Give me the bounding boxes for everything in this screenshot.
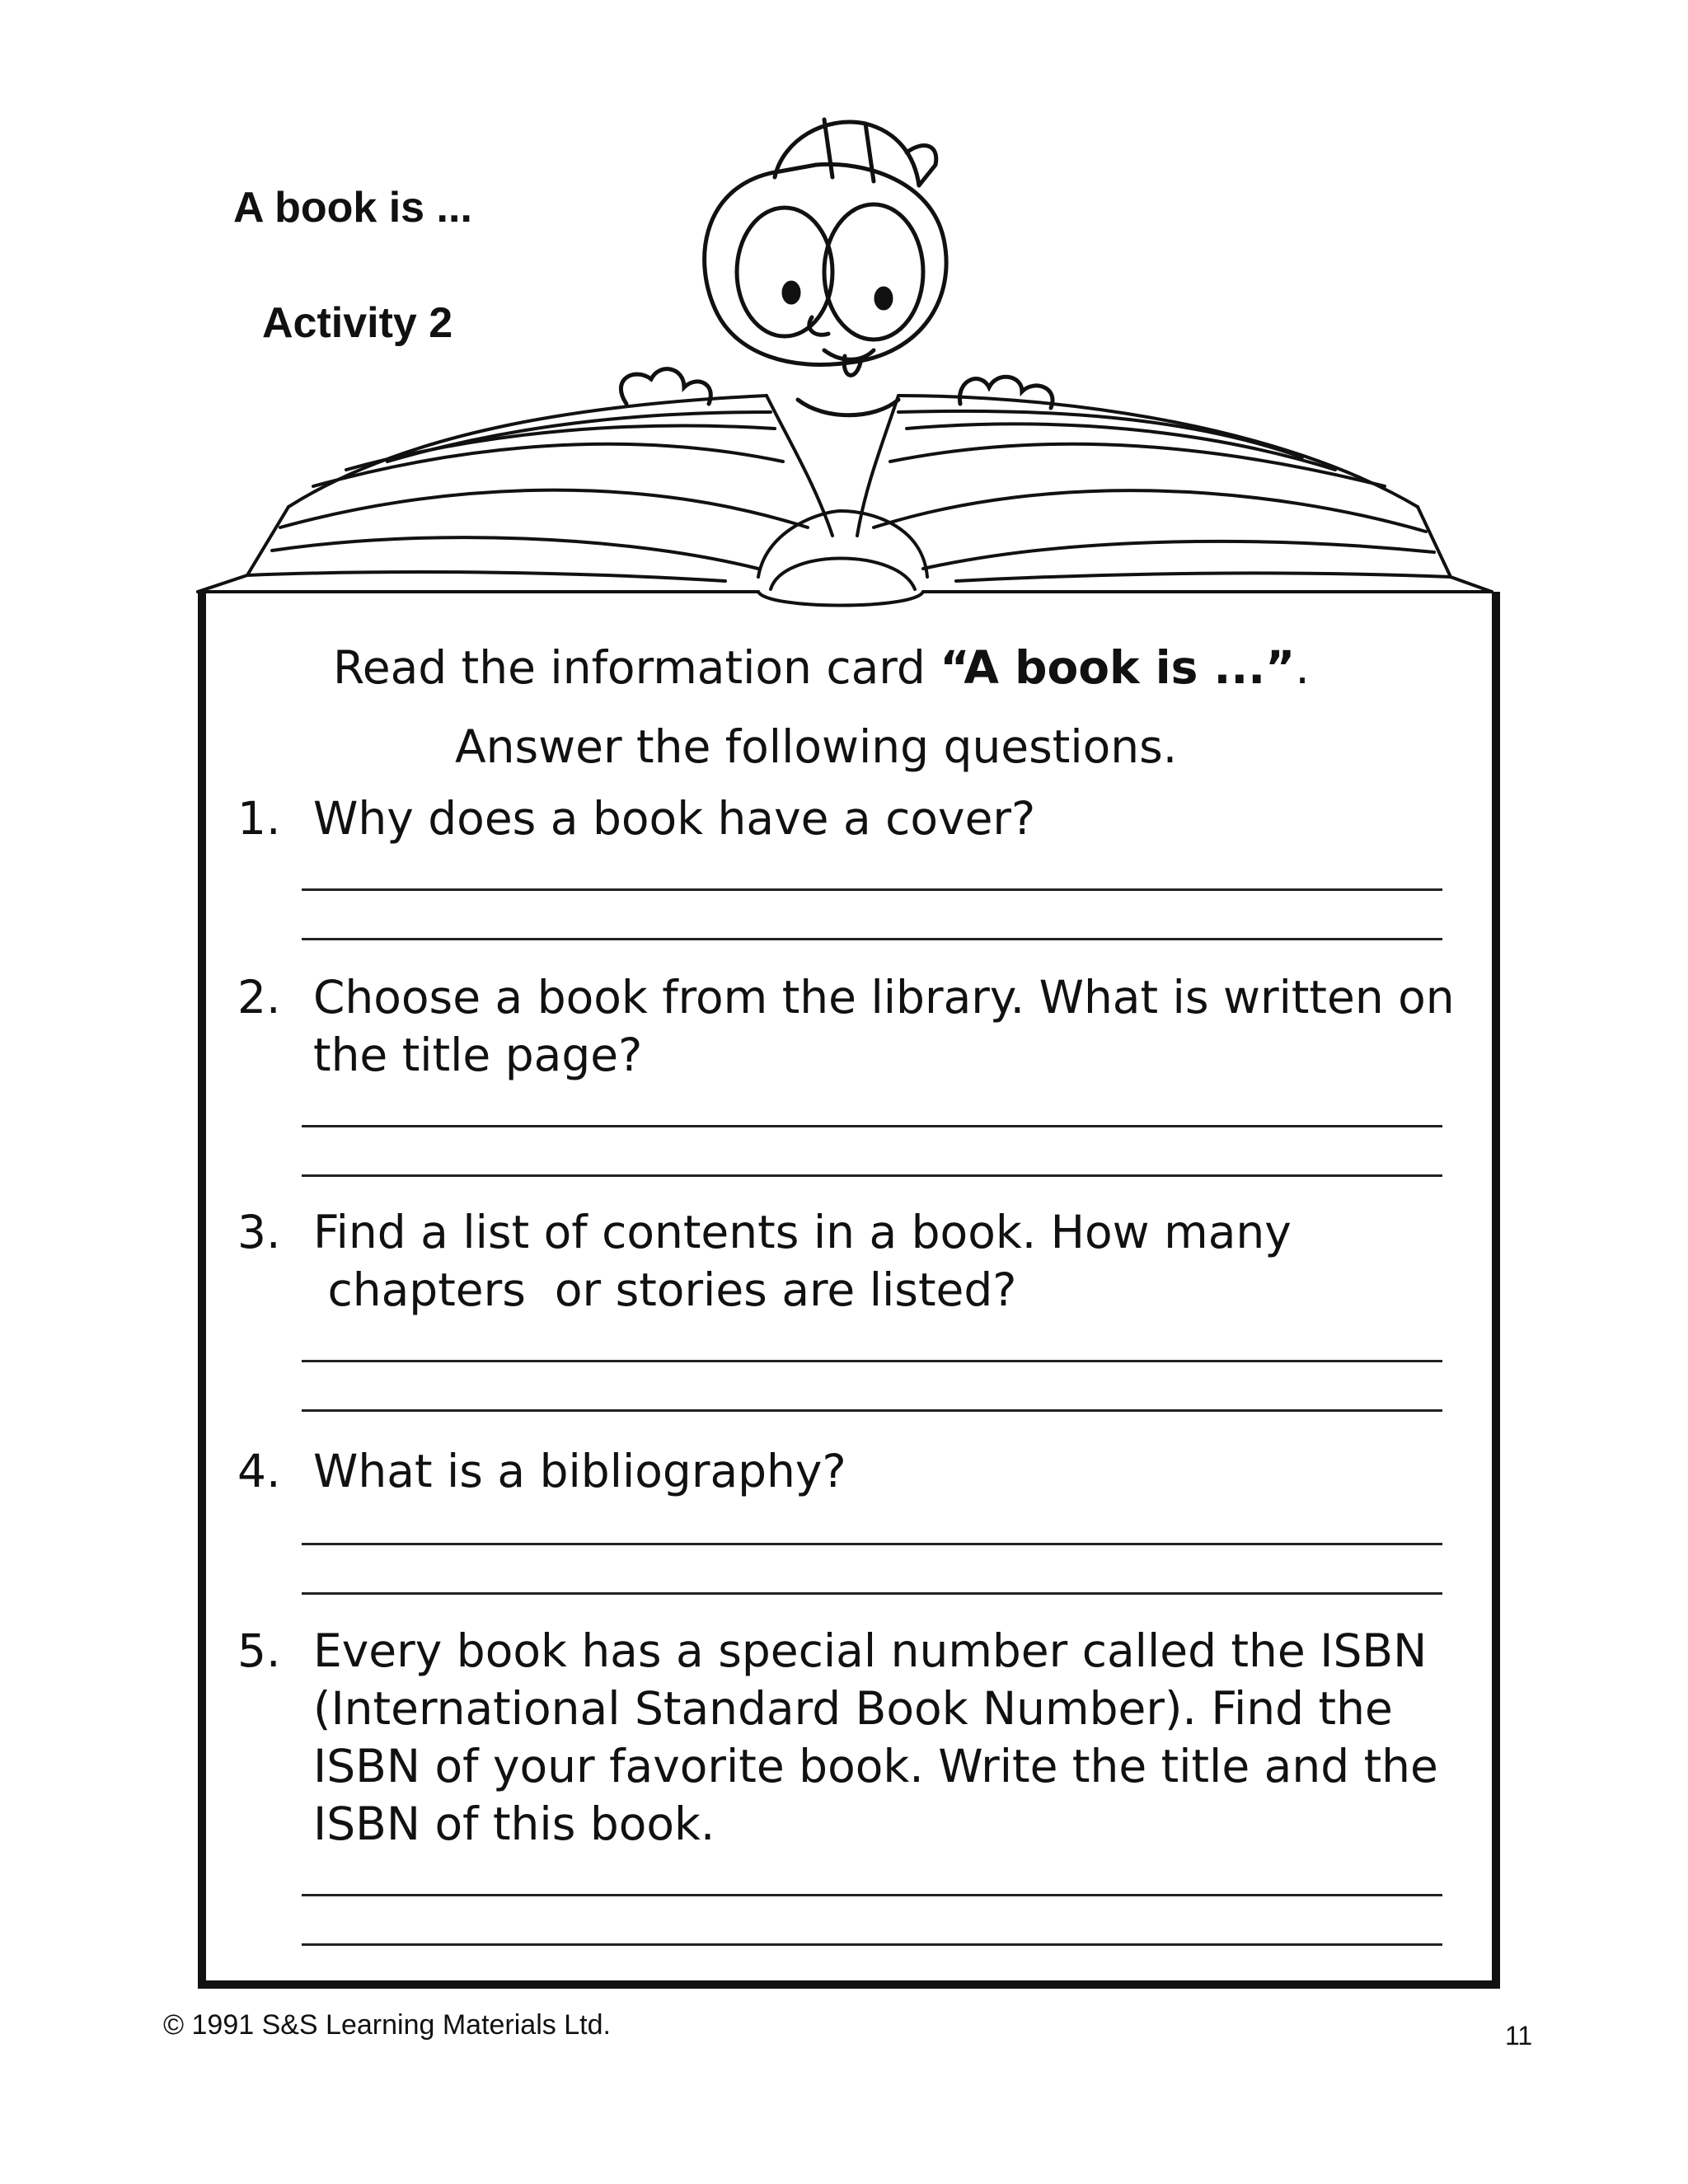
instruction-read-suffix: . — [1295, 641, 1310, 694]
answer-line[interactable] — [302, 1409, 1442, 1412]
copyright-notice: © 1991 S&S Learning Materials Ltd. — [163, 2009, 611, 2041]
answer-line[interactable] — [302, 888, 1442, 891]
activity-label: Activity 2 — [262, 299, 453, 347]
book-character-illustration — [0, 0, 1688, 626]
question-number: 1. — [237, 792, 281, 845]
question-number: 4. — [237, 1445, 281, 1497]
question-text: Why does a book have a cover? — [313, 792, 1036, 845]
question-text: Choose a book from the library. What is written on the title page? — [313, 971, 1470, 1081]
question-text: Every book has a special number called the ISBN (International Standard Book Number). Find the ISBN of your favorite book. Write the title and the ISBN of this book. — [313, 1624, 1453, 1850]
instruction-read — [333, 641, 1310, 694]
question-number: 5. — [237, 1624, 281, 1677]
answer-line[interactable] — [302, 1592, 1442, 1595]
question-number: 2. — [237, 971, 281, 1024]
answer-line[interactable] — [302, 1543, 1442, 1545]
answer-line[interactable] — [302, 1174, 1442, 1177]
answer-line[interactable] — [302, 1894, 1442, 1896]
answer-line[interactable] — [302, 1360, 1442, 1362]
page-number: 11 — [1505, 2021, 1533, 2050]
question-number: 3. — [237, 1206, 281, 1258]
answer-line[interactable] — [302, 938, 1442, 940]
instruction-read-prefix: Read the information card — [333, 641, 940, 694]
worksheet-title: A book is ... — [233, 184, 472, 232]
instruction-answer: Answer the following questions. — [455, 720, 1178, 773]
question-text: Find a list of contents in a book. How many chapters or stories are listed? — [313, 1206, 1292, 1316]
question-text: What is a bibliography? — [313, 1445, 846, 1497]
answer-line[interactable] — [302, 1125, 1442, 1127]
answer-line[interactable] — [302, 1943, 1442, 1946]
instruction-card-title: “A book is ...” — [940, 641, 1296, 694]
